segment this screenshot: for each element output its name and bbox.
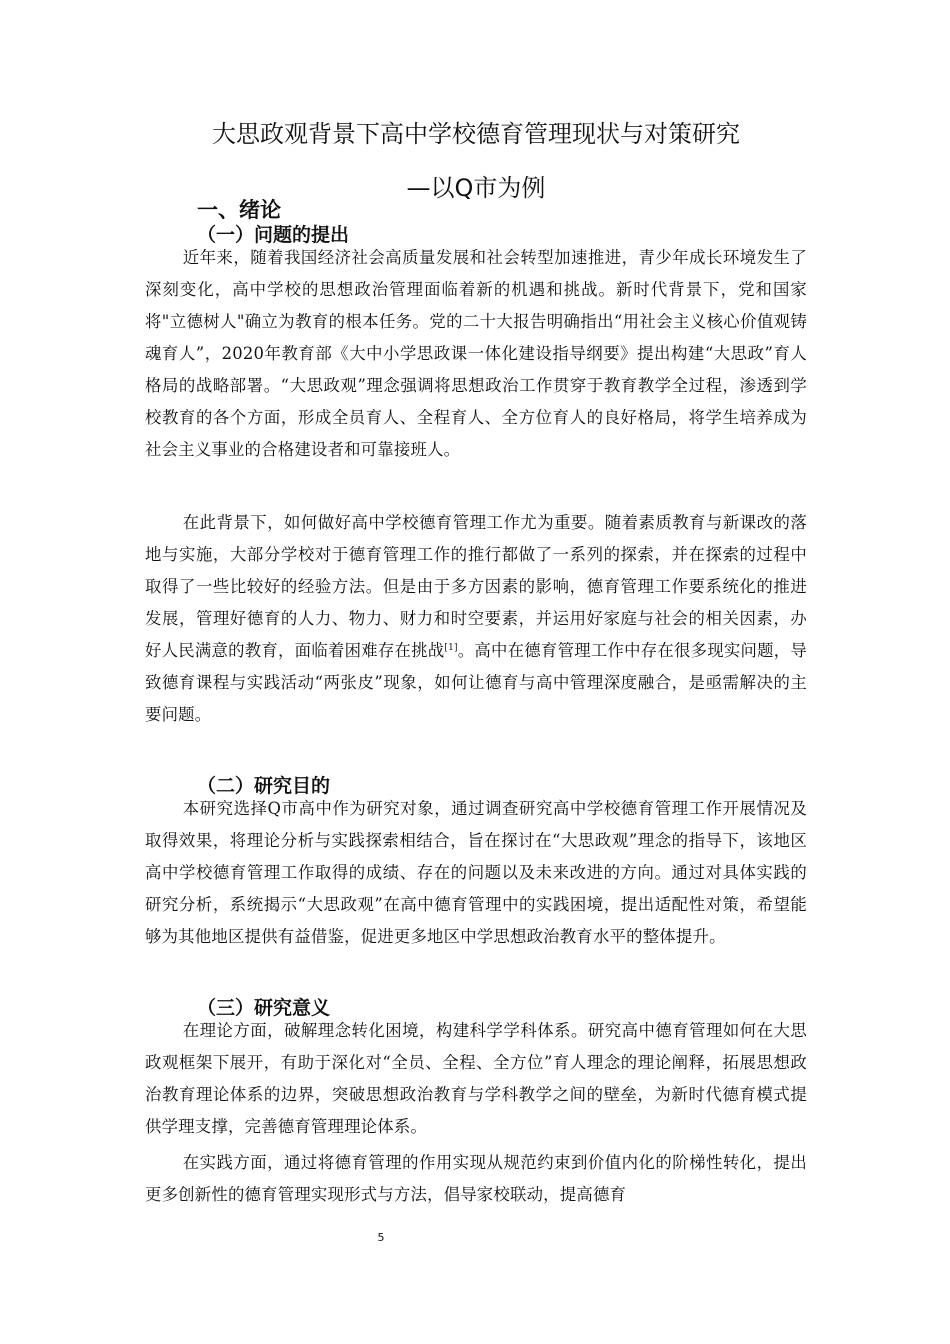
section-heading-purpose: （二）研究目的: [197, 775, 331, 797]
paragraph: 本研究选择Q市高中作为研究对象，通过调查研究高中学校德育管理工作开展情况及取得效果，将理论分析与实践探索相结合，旨在探讨在“大思政观”理念的指导下，该地区高中学校德育管理工作取得的成绩、存在的问题以及未来改进的方向。通过对具体实践的研究分析，系统揭示“大思政观”在高中德育管理中的实践困境，提出适配性对策，希望能够为其他地区提供有益借鉴，促进更多地区中学思想政治教育水平的整体提升。: [145, 799, 807, 946]
paragraph-text: 在此背景下，如何做好高中学校德育管理工作尤为重要。随着素质教育与新课改的落地与实施，大部分学校对于德育管理工作的推行都做了一系列的探索，并在探索的过程中取得了一些比较好的经验方法。但是由于多方因素的影响，德育管理工作要系统化的推进发展，管理好德育的人力、物力、财力和时空要素，并运用好家庭与社会的相关因素，办好人民满意的教育，面临着困难存在挑战: [145, 513, 807, 660]
paragraph-text: 。高中在德育管理工作中存在很多现实问题，导致德育课程与实践活动“两张皮”现象，如何让德育与高中管理深度融合，是亟需解决的主要问题。: [145, 641, 807, 724]
paragraph: 在实践方面，通过将德育管理的作用实现从规范约束到价值内化的阶梯性转化，提出更多创新性的德育管理实现形式与方法，倡导家校联动，提高德育: [145, 1153, 807, 1204]
paragraph: 近年来，随着我国经济社会高质量发展和社会转型加速推进，青少年成长环境发生了深刻变化，高中学校的思想政治管理面临着新的机遇和挑战。新时代背景下，党和国家将"立德树人"确立为教育的根本任务。党的二十大报告明确指出“用社会主义核心价值观铸魂育人”，2020年教育部《大中小学思政课一体化建设指导纲要》提出构建“大思政”育人格局的战略部署。“大思政观”理念强调将思想政治工作贯穿于教育教学全过程，渗透到学校教育的各个方面，形成全员育人、全程育人、全方位育人的良好格局，将学生培养成为社会主义事业的合格建设者和可靠接班人。: [145, 248, 807, 459]
page-number: 5: [377, 1231, 385, 1244]
section-heading-problem: （一）问题的提出: [197, 224, 350, 246]
paragraph: 在理论方面，破解理念转化困境，构建科学学科体系。研究高中德育管理如何在大思政观框架下展开，有助于深化对“全员、全程、全方位”育人理念的理论阐释，拓展思想政治教育理论体系的边界，突破思想政治教育与学科教学之间的壁垒，为新时代德育模式提供学理支撑，完善德育管理理论体系。: [145, 1021, 807, 1136]
paragraph-with-citation: [145, 507, 807, 731]
document-subtitle: —以Q市为例: [406, 174, 546, 202]
citation-marker[interactable]: [1]: [444, 643, 458, 653]
chapter-heading: 一、绪论: [197, 198, 281, 222]
section-heading-significance: （三）研究意义: [197, 997, 331, 1019]
document-title: 大思政观背景下高中学校德育管理现状与对策研究: [212, 120, 740, 148]
